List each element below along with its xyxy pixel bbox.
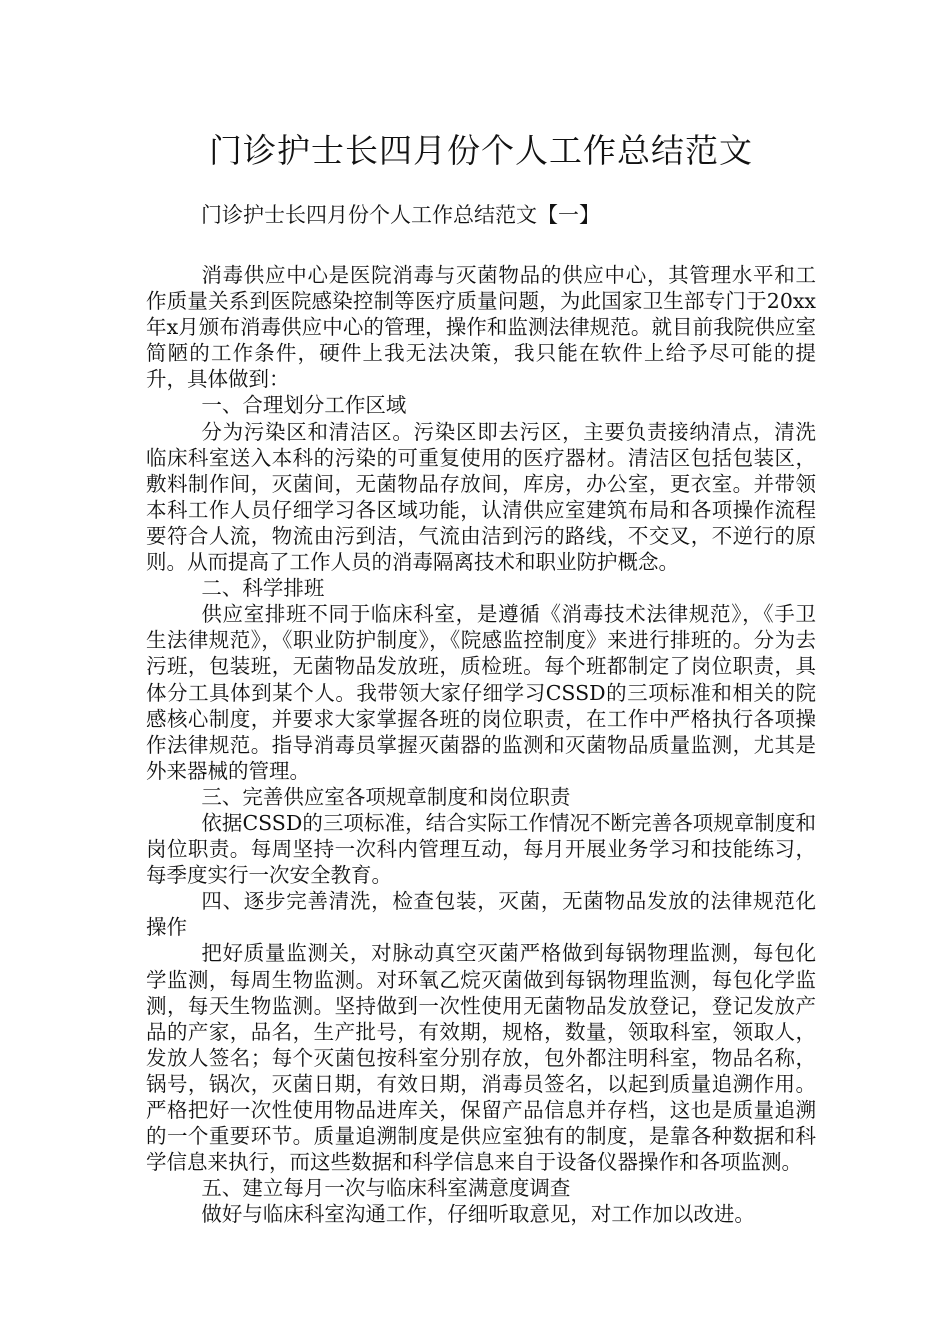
document-title: 门诊护士长四月份个人工作总结范文 [209, 131, 753, 170]
section-heading-5: 五、建立每月一次与临床科室满意度调查 [201, 1176, 571, 1201]
paragraph-3: 依据CSSD的三项标准，结合实际工作情况不断完善各项规章制度和岗位职责。每周坚持一次科内管理互动，每月开展业务学习和技能练习，每季度实行一次安全教育。 [146, 810, 816, 888]
section-heading-3: 三、完善供应室各项规章制度和岗位职责 [201, 784, 571, 809]
paragraph-2: 供应室排班不同于临床科室，是遵循《消毒技术法律规范》，《手卫生法律规范》，《职业防护制度》，《院感监控制度》来进行排班的。分为去污班，包装班，无菌物品发放班，质检班。每个班都制定了岗位职责，具体分工具体到某个人。我带领大家仔细学习CSSD的三项标准和相关的院感核心制度，并要求大家掌握各班的岗位职责，在工作中严格执行各项操作法律规范。指导消毒员掌握灭菌器的监测和灭菌物品质量监测，尤其是外来器械的管理。 [146, 602, 816, 783]
paragraph-5: 做好与临床科室沟通工作，仔细听取意见，对工作加以改进。 [201, 1202, 755, 1227]
section-heading-2: 二、科学排班 [201, 576, 325, 601]
document-subtitle: 门诊护士长四月份个人工作总结范文【一】 [201, 203, 600, 227]
document-page [146, 128, 816, 1227]
paragraph-1: 分为污染区和清洁区。污染区即去污区，主要负责接纳清点，清洗临床科室送入本科的污染的可重复使用的医疗器材。清洁区包括包装区，敷料制作间，灭菌间，无菌物品存放间，库房，办公室，更衣室。并带领本科工作人员仔细学习各区域功能，认清供应室建筑布局和各项操作流程要符合人流，物流由污到洁，气流由洁到污的路线，不交叉，不逆行的原则。从而提高了工作人员的消毒隔离技术和职业防护概念。 [146, 419, 816, 575]
paragraph-intro: 消毒供应中心是医院消毒与灭菌物品的供应中心，其管理水平和工作质量关系到医院感染控制等医疗质量问题，为此国家卫生部专门于20xx年x月颁布消毒供应中心的管理，操作和监测法律规范。就目前我院供应室简陋的工作条件，硬件上我无法决策，我只能在软件上给予尽可能的提升，具体做到： [146, 263, 816, 392]
section-heading-4: 四、逐步完善清洗，检查包装，灭菌，无菌物品发放的法律规范化操作 [146, 889, 816, 940]
document-body [146, 262, 816, 1227]
section-heading-1: 一、合理划分工作区域 [201, 393, 407, 418]
paragraph-4: 把好质量监测关，对脉动真空灭菌严格做到每锅物理监测，每包化学监测，每周生物监测。对环氧乙烷灭菌做到每锅物理监测，每包化学监测，每天生物监测。坚持做到一次性使用无菌物品发放登记，登记发放产品的产家，品名，生产批号，有效期，规格，数量，领取科室，领取人，发放人签名；每个灭菌包按科室分别存放，包外都注明科室，物品名称，锅号，锅次，灭菌日期，有效日期，消毒员签名，以起到质量追溯作用。严格把好一次性使用物品进库关，保留产品信息并存档，这也是质量追溯的一个重要环节。质量追溯制度是供应室独有的制度，是靠各种数据和科学信息来执行，而这些数据和科学信息来自于设备仪器操作和各项监测。 [146, 941, 816, 1175]
